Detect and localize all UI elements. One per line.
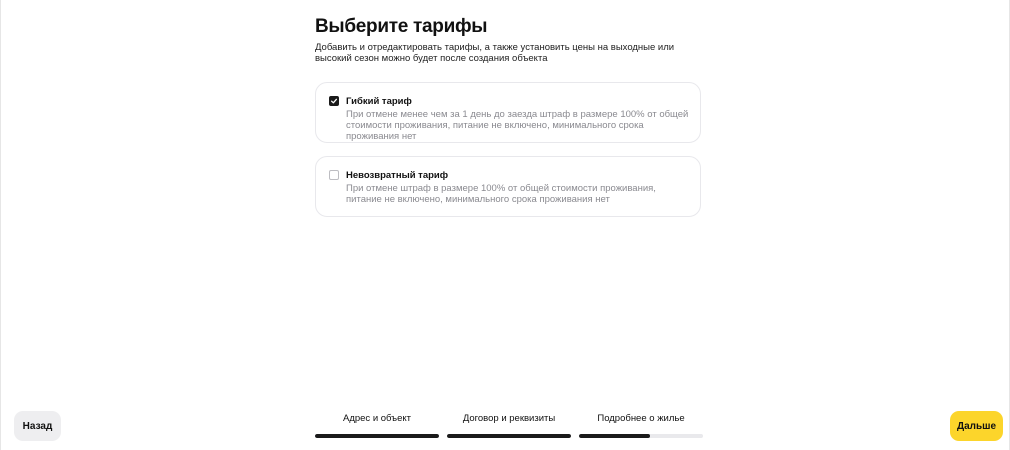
page-title: Выберите тарифы: [315, 16, 488, 37]
tariff-card-flexible[interactable]: [315, 82, 701, 143]
tariff-checkbox-flexible[interactable]: [329, 96, 339, 106]
tariff-description: При отмене штраф в размере 100% от общей стоимости проживания, питание не включено, минимального срока проживания нет: [346, 183, 656, 205]
tariff-name: Гибкий тариф: [346, 96, 412, 107]
step-progress-bar: [579, 434, 703, 438]
step-progress-bar: [315, 434, 439, 438]
step-progress-bar: [447, 434, 571, 438]
tariff-name: Невозвратный тариф: [346, 170, 449, 181]
step-label: Адрес и объект: [342, 413, 412, 424]
tariff-card-nonrefundable[interactable]: [315, 156, 701, 217]
next-button[interactable]: Дальше: [950, 411, 1003, 441]
back-button[interactable]: Назад: [14, 411, 61, 441]
page-subtitle: Добавить и отредактировать тарифы, а также установить цены на выходные или высокий сезон можно будет после создания объекта: [315, 42, 675, 64]
step-label: Договор и реквизиты: [462, 413, 556, 424]
main-content: [315, 14, 703, 205]
step-contract: [447, 413, 571, 438]
tariff-checkbox-nonrefundable[interactable]: [329, 170, 339, 180]
tariff-description: При отмене менее чем за 1 день до заезда штраф в размере 100% от общей стоимости проживания, питание не включено, минимального срока проживания нет: [346, 109, 689, 142]
step-details: [579, 413, 703, 438]
step-label: Подробнее о жилье: [597, 413, 685, 424]
step-progress-fill: [579, 434, 650, 438]
step-address: [315, 413, 439, 438]
check-icon: [330, 97, 338, 105]
step-progress-fill: [447, 434, 571, 438]
step-progress-fill: [315, 434, 439, 438]
progress-steps: [315, 413, 703, 438]
